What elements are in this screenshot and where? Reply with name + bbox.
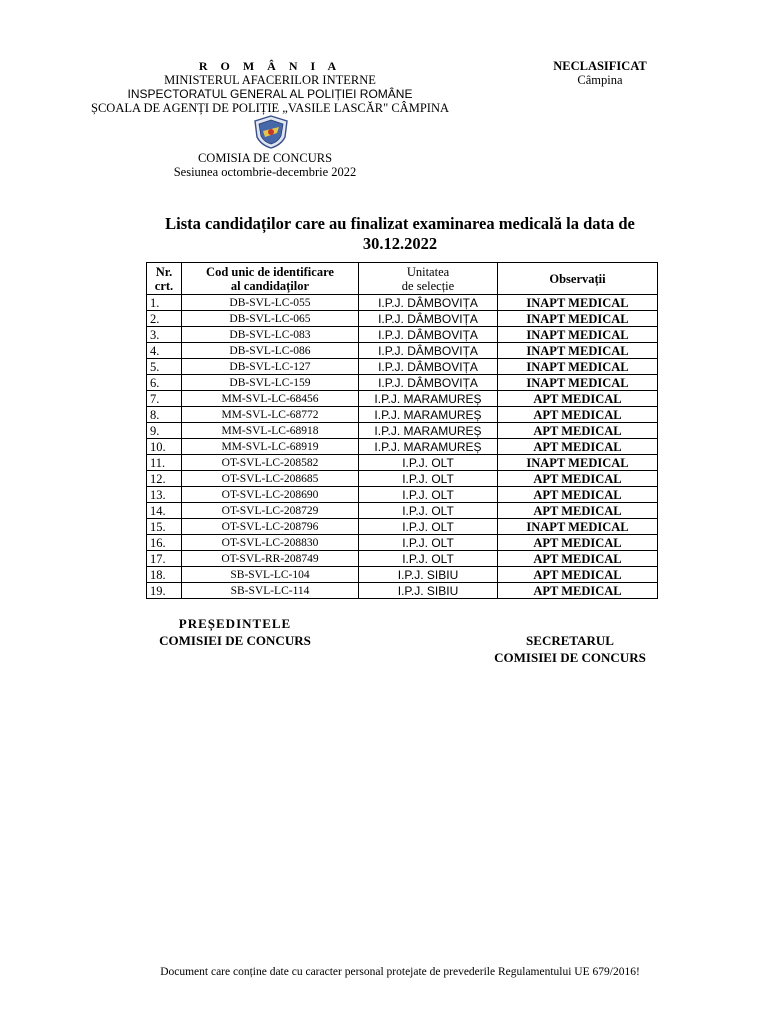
selection-unit: I.P.J. OLT (359, 535, 498, 551)
row-number: 11. (147, 455, 182, 471)
selection-unit: I.P.J. OLT (359, 455, 498, 471)
observation: INAPT MEDICAL (498, 327, 658, 343)
observation: APT MEDICAL (498, 407, 658, 423)
header-unit-line2: de selecție (401, 278, 455, 293)
title-line-2: 30.12.2022 (362, 234, 438, 253)
row-number: 4. (147, 343, 182, 359)
observation: APT MEDICAL (498, 487, 658, 503)
selection-unit: I.P.J. DÂMBOVIȚA (359, 375, 498, 391)
candidate-code: MM-SVL-LC-68456 (182, 391, 359, 407)
observation: APT MEDICAL (498, 423, 658, 439)
country-name: R O M Â N I A (198, 59, 342, 73)
table-row (147, 343, 658, 359)
selection-unit: I.P.J. OLT (359, 503, 498, 519)
header-nr (147, 263, 182, 295)
city-label: Câmpina (577, 73, 623, 87)
observation: APT MEDICAL (498, 535, 658, 551)
observation: APT MEDICAL (498, 471, 658, 487)
title-line-1: Lista candidaților care au finalizat examinarea medicală la data de (165, 214, 635, 233)
row-number: 13. (147, 487, 182, 503)
observation: INAPT MEDICAL (498, 519, 658, 535)
observation: INAPT MEDICAL (498, 343, 658, 359)
observation: INAPT MEDICAL (498, 295, 658, 311)
observation: INAPT MEDICAL (498, 455, 658, 471)
selection-unit: I.P.J. DÂMBOVIȚA (359, 295, 498, 311)
table-row (147, 567, 658, 583)
candidates-table (146, 262, 658, 599)
table-row (147, 471, 658, 487)
observation: INAPT MEDICAL (498, 375, 658, 391)
header-code-line2: al candidaților (230, 278, 310, 293)
candidate-code: OT-SVL-LC-208690 (182, 487, 359, 503)
table-row (147, 359, 658, 375)
row-number: 17. (147, 551, 182, 567)
table-row (147, 423, 658, 439)
row-number: 18. (147, 567, 182, 583)
selection-unit: I.P.J. DÂMBOVIȚA (359, 327, 498, 343)
row-number: 7. (147, 391, 182, 407)
row-number: 9. (147, 423, 182, 439)
classification-block (540, 59, 660, 87)
candidate-code: DB-SVL-LC-127 (182, 359, 359, 375)
president-signature-block (140, 615, 330, 649)
candidate-code: OT-SVL-LC-208729 (182, 503, 359, 519)
candidate-code: DB-SVL-LC-065 (182, 311, 359, 327)
observation: APT MEDICAL (498, 503, 658, 519)
selection-unit: I.P.J. OLT (359, 519, 498, 535)
selection-unit: I.P.J. OLT (359, 551, 498, 567)
table-row (147, 583, 658, 599)
row-number: 2. (147, 311, 182, 327)
table-row (147, 311, 658, 327)
secretary-title: SECRETARUL (526, 633, 614, 648)
session-label: Sesiunea octombrie-decembrie 2022 (173, 165, 357, 179)
row-number: 1. (147, 295, 182, 311)
letterhead (91, 59, 449, 115)
header-unit-line1: Unitatea (406, 264, 450, 279)
table-row (147, 407, 658, 423)
candidate-code: OT-SVL-RR-208749 (182, 551, 359, 567)
header-nr-line2: crt. (154, 278, 174, 293)
selection-unit: I.P.J. SIBIU (359, 567, 498, 583)
candidate-code: OT-SVL-LC-208830 (182, 535, 359, 551)
table-header-row (147, 263, 658, 295)
selection-unit: I.P.J. OLT (359, 471, 498, 487)
row-number: 16. (147, 535, 182, 551)
header-unit (359, 263, 498, 295)
observation: APT MEDICAL (498, 551, 658, 567)
selection-unit: I.P.J. MARAMUREȘ (359, 423, 498, 439)
commission-name: COMISIA DE CONCURS (197, 151, 333, 165)
candidate-code: OT-SVL-LC-208796 (182, 519, 359, 535)
table-row (147, 391, 658, 407)
candidate-code: DB-SVL-LC-159 (182, 375, 359, 391)
commission-block (140, 151, 390, 179)
table-row (147, 439, 658, 455)
table-row (147, 487, 658, 503)
header-observations: Observații (498, 263, 658, 295)
school-name: ȘCOALA DE AGENȚI DE POLIȚIE „VASILE LASCĂR" CÂMPINA (91, 101, 449, 115)
row-number: 8. (147, 407, 182, 423)
table-row (147, 519, 658, 535)
selection-unit: I.P.J. DÂMBOVIȚA (359, 311, 498, 327)
table-row (147, 295, 658, 311)
row-number: 10. (147, 439, 182, 455)
row-number: 12. (147, 471, 182, 487)
candidate-code: DB-SVL-LC-086 (182, 343, 359, 359)
observation: APT MEDICAL (498, 439, 658, 455)
gdpr-footer-note: Document care conține date cu caracter personal protejate de prevederile Regulamentului UE 679/2016! (160, 966, 640, 978)
row-number: 14. (147, 503, 182, 519)
document-title (130, 214, 670, 254)
table-row (147, 375, 658, 391)
table-body (147, 295, 658, 599)
row-number: 5. (147, 359, 182, 375)
candidate-code: OT-SVL-LC-208685 (182, 471, 359, 487)
selection-unit: I.P.J. MARAMUREȘ (359, 391, 498, 407)
candidate-code: SB-SVL-LC-114 (182, 583, 359, 599)
president-commission: COMISIEI DE CONCURS (159, 633, 311, 648)
table-row (147, 455, 658, 471)
secretary-commission: COMISIEI DE CONCURS (494, 650, 646, 665)
table-row (147, 503, 658, 519)
observation: APT MEDICAL (498, 583, 658, 599)
selection-unit: I.P.J. DÂMBOVIȚA (359, 359, 498, 375)
candidate-code: DB-SVL-LC-083 (182, 327, 359, 343)
header-nr-line1: Nr. (155, 264, 173, 279)
observation: APT MEDICAL (498, 567, 658, 583)
selection-unit: I.P.J. OLT (359, 487, 498, 503)
header-code-line1: Cod unic de identificare (206, 264, 334, 279)
ministry-name: MINISTERUL AFACERILOR INTERNE (164, 73, 376, 87)
observation: INAPT MEDICAL (498, 311, 658, 327)
row-number: 15. (147, 519, 182, 535)
selection-unit: I.P.J. MARAMUREȘ (359, 439, 498, 455)
classification-label: NECLASIFICAT (553, 59, 647, 73)
table-row (147, 327, 658, 343)
candidate-code: DB-SVL-LC-055 (182, 295, 359, 311)
row-number: 3. (147, 327, 182, 343)
header-code (182, 263, 359, 295)
row-number: 19. (147, 583, 182, 599)
candidate-code: MM-SVL-LC-68918 (182, 423, 359, 439)
table-row (147, 535, 658, 551)
police-crest-icon (251, 115, 291, 149)
secretary-signature-block (475, 632, 665, 666)
row-number: 6. (147, 375, 182, 391)
observation: INAPT MEDICAL (498, 359, 658, 375)
selection-unit: I.P.J. SIBIU (359, 583, 498, 599)
observation: APT MEDICAL (498, 391, 658, 407)
selection-unit: I.P.J. DÂMBOVIȚA (359, 343, 498, 359)
inspectorate-name: INSPECTORATUL GENERAL AL POLIȚIEI ROMÂNE (127, 87, 413, 101)
table-row (147, 551, 658, 567)
selection-unit: I.P.J. MARAMUREȘ (359, 407, 498, 423)
candidate-code: OT-SVL-LC-208582 (182, 455, 359, 471)
candidate-code: MM-SVL-LC-68919 (182, 439, 359, 455)
candidate-code: SB-SVL-LC-104 (182, 567, 359, 583)
president-title: PREȘEDINTELE (178, 616, 292, 631)
candidate-code: MM-SVL-LC-68772 (182, 407, 359, 423)
